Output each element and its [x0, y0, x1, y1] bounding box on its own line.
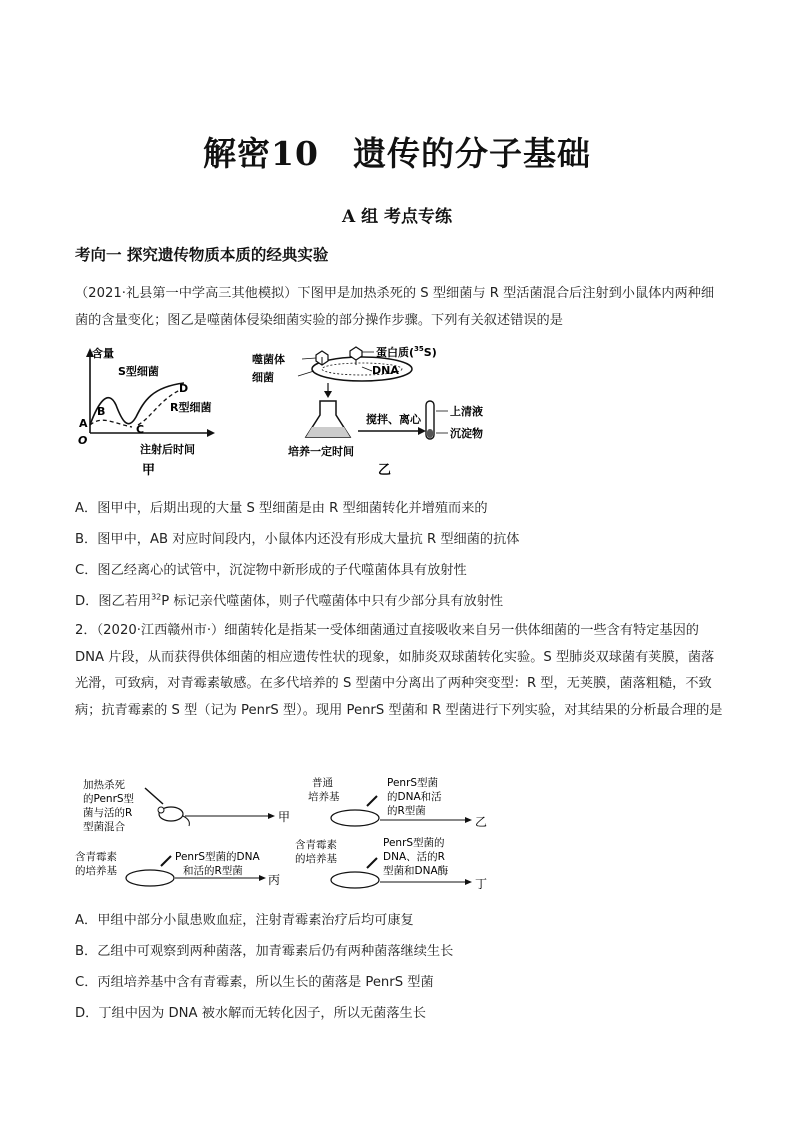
- label-supernatant: 上清液: [450, 405, 483, 418]
- jia-desc-3: 菌与活的R: [83, 807, 133, 819]
- label-protein: 蛋白质($^{35}$S): [376, 345, 437, 359]
- jia-desc-1: 加热杀死: [83, 779, 125, 791]
- jia-arrow-head: [268, 813, 275, 819]
- ding-arrow-head: [465, 879, 472, 885]
- ding-plate-1: 含青霉素: [295, 839, 337, 851]
- q1-stem: （2021·礼县第一中学高三其他模拟）下图甲是加热杀死的 S 型细菌与 R 型活菌混合后注射到小鼠体内两种细菌的含量变化；图乙是噬菌体侵染细菌实验的部分操作步骤。下列有关叙述错误的是: [75, 286, 715, 328]
- yi-add-2: 的DNA和活: [387, 791, 442, 803]
- label-culture: 培养一定时间: [288, 445, 354, 458]
- yi-plate-icon: [331, 810, 379, 826]
- q2-option-d: D．丁组中因为 DNA 被水解而无转化因子，所以无菌落生长: [75, 1006, 426, 1021]
- q1-option-c: C．图乙经离心的试管中，沉淀物中新形成的子代噬菌体具有放射性: [75, 563, 467, 578]
- q2-option-b: B．乙组中可观察到两种菌落，加青霉素后仍有两种菌落继续生长: [75, 944, 454, 959]
- label-stir: 搅拌、离心: [366, 413, 421, 426]
- point-c: C: [136, 423, 145, 436]
- yi-pipette: [367, 796, 377, 806]
- bing-pipette: [161, 856, 171, 866]
- q2-option-c: C．丙组培养基中含有青霉素，所以生长的菌落是 PenrS 型菌: [75, 975, 434, 990]
- group-subtitle: A 组 考点专练: [341, 207, 453, 227]
- process-arrow-head: [418, 427, 426, 435]
- q2-stem: 2．（2020·江西赣州市·）细菌转化是指某一受体细菌通过直接吸收来自另一供体细菌的一些含有特定基因的 DNA 片段，从而获得供体细菌的相应遗传性状的现象，如肺炎双球菌转化实验。S 型肺炎双球菌有荚膜，菌落光滑，可致病，对青霉素敏感。在多代培养的 S 型菌中分离出了两种突变型：R 型，无荚膜，菌落粗糙，不致病；抗青霉素的 S 型（记为 PenrS 型）。现用 PenrS 型菌和 R 型菌进行下列实验，对其结果的分析最合理的是: [75, 623, 723, 718]
- point-a: A: [79, 417, 88, 430]
- page-title: 解密10 遗传的分子基础: [203, 134, 591, 173]
- tube-precipitate: [427, 429, 433, 438]
- leader-phage: [302, 358, 316, 359]
- flask-liquid: [306, 427, 350, 437]
- label-ding: 丁: [475, 877, 488, 891]
- y-axis-label: 含量: [92, 347, 114, 360]
- mouse-ear: [158, 807, 164, 813]
- ding-plate-2: 的培养基: [295, 853, 337, 865]
- yi-plate-1: 普通: [312, 777, 333, 789]
- yi-plate-2: 培养基: [308, 791, 340, 803]
- q1-option-a: A．图甲中，后期出现的大量 S 型细菌是由 R 型细菌转化并增殖而来的: [75, 501, 488, 516]
- bing-add-1: PenrS型菌的DNA: [175, 851, 260, 863]
- jia-desc-4: 型菌混合: [83, 821, 125, 833]
- figure-jia-chart: [72, 343, 222, 478]
- bing-plate-icon: [126, 870, 174, 886]
- section-heading: 考向一 探究遗传物质本质的经典实验: [75, 245, 329, 264]
- label-dna: DNA: [372, 364, 399, 377]
- x-axis-arrow: [207, 429, 215, 437]
- q2-option-a: A．甲组中部分小鼠患败血症，注射青霉素治疗后均可康复: [75, 913, 414, 928]
- leader-bacteria: [298, 371, 314, 376]
- ding-plate-icon: [331, 872, 379, 888]
- label-phage: 噬菌体: [252, 353, 285, 366]
- label-jia: 甲: [278, 810, 291, 824]
- origin-o: O: [78, 434, 88, 447]
- point-d: D: [179, 382, 189, 395]
- x-axis-label: 注射后时间: [140, 443, 195, 456]
- mouse-tail: [183, 816, 189, 826]
- q1-option-d: D．图乙若用$^{32}$P 标记亲代噬菌体，则子代噬菌体中只有少部分具有放射性: [75, 592, 504, 609]
- figure-yi-diagram: [250, 343, 500, 478]
- yi-add-3: 的R型菌: [387, 805, 426, 817]
- figure-q2-experiment: [75, 774, 515, 896]
- jia-desc-2: 的PenrS型: [83, 793, 135, 805]
- ding-add-2: DNA、活的R: [383, 851, 445, 863]
- yi-arrow-head: [465, 817, 472, 823]
- caption-yi: 乙: [378, 463, 392, 478]
- s-type-label: S型细菌: [118, 365, 159, 378]
- caption-jia: 甲: [142, 463, 156, 478]
- q1-option-b: B．图甲中，AB 对应时间段内，小鼠体内还没有形成大量抗 R 型细菌的抗体: [75, 532, 520, 547]
- label-bacteria: 细菌: [252, 371, 274, 384]
- bing-add-2: 和活的R型菌: [183, 865, 243, 877]
- bing-plate-2: 的培养基: [75, 865, 117, 877]
- ding-add-1: PenrS型菌的: [383, 837, 445, 849]
- bing-arrow-head: [259, 875, 266, 881]
- syringe-icon: [145, 788, 163, 804]
- point-b: B: [97, 405, 106, 418]
- ding-pipette: [367, 858, 377, 868]
- label-precipitate: 沉淀物: [450, 427, 483, 440]
- bing-plate-1: 含青霉素: [75, 851, 117, 863]
- r-type-label: R型细菌: [170, 401, 212, 414]
- ding-add-3: 型菌和DNA酶: [383, 865, 449, 877]
- label-yi: 乙: [475, 815, 488, 829]
- down-arrow-head: [324, 391, 332, 398]
- label-bing: 丙: [268, 873, 281, 887]
- yi-add-1: PenrS型菌: [387, 777, 439, 789]
